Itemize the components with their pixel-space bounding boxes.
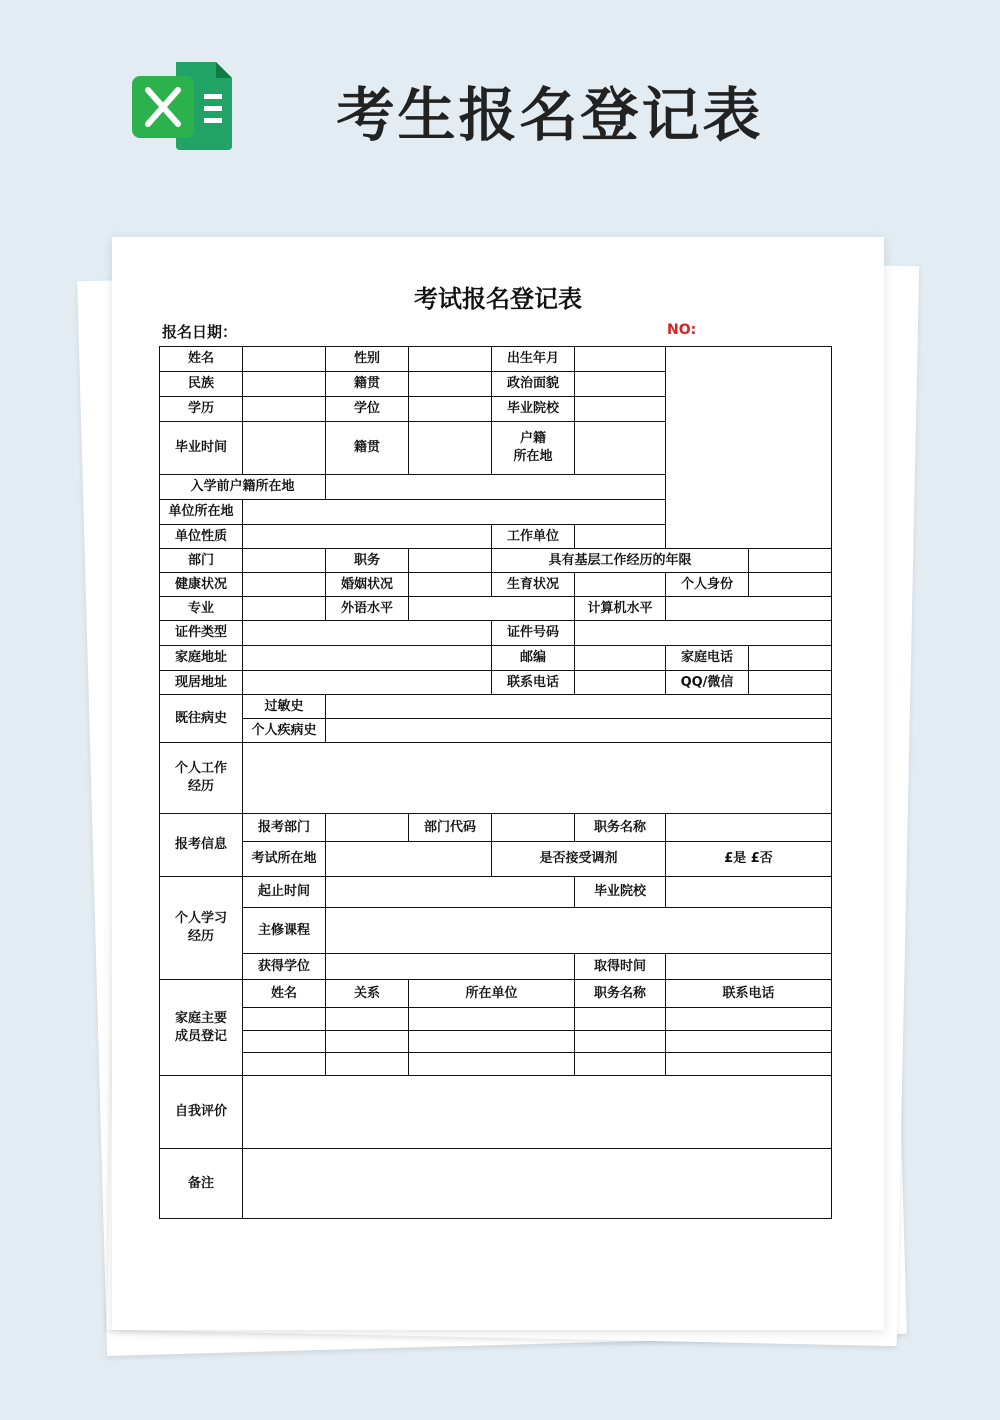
family-cell-position[interactable]	[575, 1053, 666, 1076]
family-cell-relation[interactable]	[326, 1008, 409, 1031]
label-hukou-line2: 所在地	[513, 449, 553, 464]
field-work-unit[interactable]	[575, 525, 666, 549]
family-header-position: 职务名称	[575, 980, 666, 1008]
family-cell-position[interactable]	[575, 1031, 666, 1053]
family-cell-unit[interactable]	[409, 1008, 575, 1031]
field-native-place-2[interactable]	[409, 422, 492, 475]
family-header-name: 姓名	[243, 980, 326, 1008]
option-yes-no[interactable]: £是 £否	[666, 842, 832, 877]
label-pre-enroll-hukou: 入学前户籍所在地	[160, 475, 326, 500]
photo-box[interactable]	[666, 347, 832, 549]
family-cell-relation[interactable]	[326, 1031, 409, 1053]
label-department: 部门	[160, 549, 243, 573]
family-cell-unit[interactable]	[409, 1031, 575, 1053]
label-unit-nature: 单位性质	[160, 525, 243, 549]
label-family-members	[160, 980, 243, 1076]
field-period[interactable]	[326, 877, 575, 908]
registration-form-table	[159, 346, 832, 1219]
excel-icon	[130, 60, 234, 152]
field-foreign-language[interactable]	[409, 597, 575, 621]
field-position[interactable]	[409, 549, 492, 573]
label-home-phone: 家庭电话	[666, 646, 749, 671]
label-degree-obtained: 获得学位	[243, 954, 326, 980]
field-home-phone[interactable]	[749, 646, 832, 671]
label-exam-info: 报考信息	[160, 814, 243, 877]
field-degree-obtained[interactable]	[326, 954, 575, 980]
label-birth: 出生年月	[492, 347, 575, 372]
field-personal-identity[interactable]	[749, 573, 832, 597]
serial-number-label: NO:	[667, 322, 697, 338]
label-main-courses: 主修课程	[243, 908, 326, 954]
field-obtain-time[interactable]	[666, 954, 832, 980]
field-postcode[interactable]	[575, 646, 666, 671]
family-row	[160, 1031, 832, 1053]
label-postcode: 邮编	[492, 646, 575, 671]
label-study-experience-line1: 个人学习	[174, 911, 227, 927]
field-apply-department[interactable]	[326, 814, 409, 842]
field-grassroots-years[interactable]	[749, 549, 832, 573]
document-page	[112, 237, 884, 1330]
label-health: 健康状况	[160, 573, 243, 597]
field-hukou[interactable]	[575, 422, 666, 475]
label-foreign-language: 外语水平	[326, 597, 409, 621]
label-allergy-history: 过敏史	[243, 695, 326, 719]
family-header-unit: 所在单位	[409, 980, 575, 1008]
field-graduation-time[interactable]	[243, 422, 326, 475]
label-degree: 学位	[326, 397, 409, 422]
field-gender[interactable]	[409, 347, 492, 372]
label-department-code: 部门代码	[409, 814, 492, 842]
label-exam-location: 考试所在地	[243, 842, 326, 877]
label-work-unit: 工作单位	[492, 525, 575, 549]
field-graduate-school[interactable]	[575, 397, 666, 422]
family-row	[160, 1008, 832, 1031]
field-exam-location[interactable]	[326, 842, 492, 877]
field-graduate-school-2[interactable]	[666, 877, 832, 908]
label-native-place-2: 籍贯	[326, 422, 409, 475]
label-study-experience-line2: 经历	[187, 929, 214, 944]
label-graduation-time: 毕业时间	[160, 422, 243, 475]
label-family-members-line1: 家庭主要	[174, 1010, 227, 1026]
field-department-code[interactable]	[492, 814, 575, 842]
label-study-experience	[160, 877, 243, 980]
label-work-experience-line2: 经历	[187, 779, 214, 794]
field-ethnicity[interactable]	[243, 372, 326, 397]
field-self-evaluation[interactable]	[243, 1076, 832, 1149]
label-period: 起止时间	[243, 877, 326, 908]
label-qq-wechat: QQ/微信	[666, 671, 749, 695]
family-cell-phone[interactable]	[666, 1031, 832, 1053]
field-work-experience[interactable]	[243, 743, 832, 814]
family-cell-position[interactable]	[575, 1008, 666, 1031]
label-gender: 性别	[326, 347, 409, 372]
family-cell-name[interactable]	[243, 1031, 326, 1053]
label-contact-phone: 联系电话	[492, 671, 575, 695]
field-qq-wechat[interactable]	[749, 671, 832, 695]
label-fertility: 生育状况	[492, 573, 575, 597]
label-ethnicity: 民族	[160, 372, 243, 397]
label-work-experience-line1: 个人工作	[174, 761, 227, 777]
field-work-unit-location[interactable]	[243, 500, 666, 525]
family-cell-relation[interactable]	[326, 1053, 409, 1076]
label-graduate-school-2: 毕业院校	[575, 877, 666, 908]
label-accept-adjustment: 是否接受调剂	[492, 842, 666, 877]
label-personal-identity: 个人身份	[666, 573, 749, 597]
label-home-address: 家庭地址	[160, 646, 243, 671]
family-header-phone: 联系电话	[666, 980, 832, 1008]
label-computer: 计算机水平	[575, 597, 666, 621]
field-health[interactable]	[243, 573, 326, 597]
field-political-status[interactable]	[575, 372, 666, 397]
label-id-type: 证件类型	[160, 621, 243, 646]
label-medical-history: 既往病史	[160, 695, 243, 743]
family-cell-name[interactable]	[243, 1053, 326, 1076]
family-cell-unit[interactable]	[409, 1053, 575, 1076]
label-position: 职务	[326, 549, 409, 573]
label-native-place: 籍贯	[326, 372, 409, 397]
field-birth[interactable]	[575, 347, 666, 372]
page-title: 考生报名登记表	[336, 81, 764, 149]
field-computer[interactable]	[666, 597, 832, 621]
label-marital: 婚姻状况	[326, 573, 409, 597]
field-id-type[interactable]	[243, 621, 492, 646]
label-apply-department: 报考部门	[243, 814, 326, 842]
label-obtain-time: 取得时间	[575, 954, 666, 980]
field-allergy-history[interactable]	[326, 695, 832, 719]
field-education[interactable]	[243, 397, 326, 422]
label-name: 姓名	[160, 347, 243, 372]
label-political-status: 政治面貌	[492, 372, 575, 397]
label-id-number: 证件号码	[492, 621, 575, 646]
field-id-number[interactable]	[575, 621, 832, 646]
label-hukou-line1: 户籍	[519, 431, 546, 447]
label-remarks: 备注	[160, 1149, 243, 1219]
field-position-name[interactable]	[666, 814, 832, 842]
label-education: 学历	[160, 397, 243, 422]
field-personal-disease-history[interactable]	[326, 719, 832, 743]
field-degree[interactable]	[409, 397, 492, 422]
field-home-address[interactable]	[243, 646, 492, 671]
family-cell-phone[interactable]	[666, 1008, 832, 1031]
field-department[interactable]	[243, 549, 326, 573]
field-major[interactable]	[243, 597, 326, 621]
label-work-unit-location: 单位所在地	[160, 500, 243, 525]
label-personal-disease-history: 个人疾病史	[243, 719, 326, 743]
family-header-relation: 关系	[326, 980, 409, 1008]
family-cell-name[interactable]	[243, 1008, 326, 1031]
field-unit-nature[interactable]	[243, 525, 492, 549]
label-family-members-line2: 成员登记	[174, 1028, 227, 1044]
document-title: 考试报名登记表	[414, 285, 582, 313]
registration-date-label: 报名日期：	[162, 323, 238, 341]
field-current-address[interactable]	[243, 671, 492, 695]
field-native-place[interactable]	[409, 372, 492, 397]
label-position-name: 职务名称	[575, 814, 666, 842]
field-contact-phone[interactable]	[575, 671, 666, 695]
field-pre-enroll-hukou[interactable]	[326, 475, 666, 500]
field-remarks[interactable]	[243, 1149, 832, 1219]
field-fertility[interactable]	[575, 573, 666, 597]
label-grassroots-years: 具有基层工作经历的年限	[492, 549, 749, 573]
label-graduate-school: 毕业院校	[492, 397, 575, 422]
field-marital[interactable]	[409, 573, 492, 597]
family-cell-phone[interactable]	[666, 1053, 832, 1076]
family-row	[160, 1053, 832, 1076]
field-main-courses[interactable]	[326, 908, 832, 954]
label-work-experience	[160, 743, 243, 814]
label-self-evaluation: 自我评价	[160, 1076, 243, 1149]
field-name[interactable]	[243, 347, 326, 372]
label-major: 专业	[160, 597, 243, 621]
label-hukou	[492, 422, 575, 475]
label-current-address: 现居地址	[160, 671, 243, 695]
